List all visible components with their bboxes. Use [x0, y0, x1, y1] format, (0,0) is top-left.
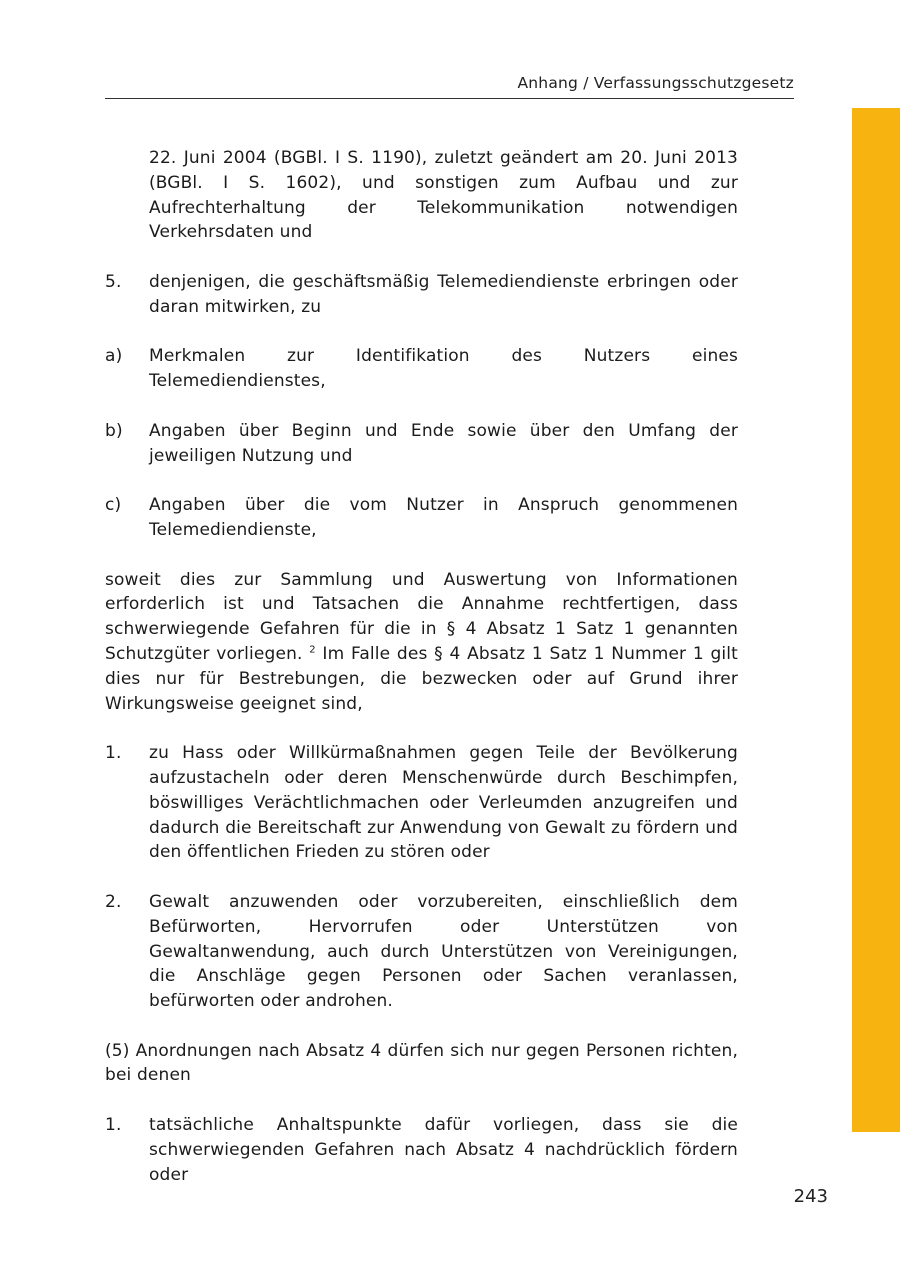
- header-rule: [105, 98, 794, 99]
- list-item-text: Angaben über Beginn und Ende sowie über den Umfang der jeweiligen Nutzung und: [149, 420, 738, 466]
- list-item-b: [105, 419, 738, 469]
- paragraph-soweit: [105, 568, 738, 717]
- list-item-text: tatsächliche Anhaltspunkte dafür vorliegen, dass sie die schwerwiegenden Gefahren nach Absatz 4 nachdrücklich fördern oder: [149, 1115, 738, 1185]
- list-marker: c): [105, 495, 122, 516]
- list-item-a: [105, 344, 738, 394]
- list-item-c: [105, 493, 738, 543]
- list-marker: 1.: [105, 1115, 122, 1136]
- paragraph-text: soweit dies zur Sammlung und Auswertung von Informationen erforderlich ist und Tatsachen die Annahme rechtfertigen, dass schwerwiegende Gefahren für die in § 4 Absatz 1 Satz 1 genannten Schutzgüter vorliegen.: [105, 569, 738, 664]
- page-body: [105, 146, 738, 1187]
- list-item-text: Gewalt anzuwenden oder vorzubereiten, einschließlich dem Befürworten, Hervorrufen oder Unterstützen von Gewaltanwendung, auch durch Unterstützen von Vereinigungen, die Anschläge gegen Personen oder Sachen veranlassen, befürworten oder androhen.: [149, 891, 738, 1012]
- list-item-2: [105, 890, 738, 1014]
- list-item-1-second: [105, 1113, 738, 1187]
- running-header: Anhang / Verfassungsschutzgesetz: [517, 74, 794, 92]
- list-item-text: Merkmalen zur Identifikation des Nutzers eines Telemediendienstes,: [149, 346, 738, 392]
- list-item-1: [105, 741, 738, 865]
- paragraph-text: Im Falle des § 4 Absatz 1 Satz 1 Nummer 1 gilt dies nur für Bestrebungen, die bezwecken oder auf Grund ihrer Wirkungsweise geeignet sind,: [105, 643, 738, 714]
- list-marker: 2.: [105, 891, 122, 912]
- paragraph-absatz-5: (5) Anordnungen nach Absatz 4 dürfen sich nur gegen Personen richten, bei denen: [105, 1040, 738, 1086]
- page-number: 243: [793, 1186, 828, 1207]
- list-marker: b): [105, 420, 123, 441]
- list-item-text: denjenigen, die geschäftsmäßig Telemediendienste erbringen oder daran mitwirken, zu: [149, 271, 738, 317]
- list-item-text: Angaben über die vom Nutzer in Anspruch genommenen Telemediendienste,: [149, 495, 738, 540]
- sentence-number: 2: [309, 644, 316, 656]
- section-thumb-tab: [852, 108, 900, 1132]
- continuation-text: 22. Juni 2004 (BGBl. I S. 1190), zuletzt geändert am 20. Juni 2013 (BGBl. I S. 1602), und sonstigen zum Aufbau und zur Aufrechterhaltung der Telekommunikation notwendigen Verkehrsdaten und: [149, 148, 738, 243]
- list-marker: 5.: [105, 271, 122, 292]
- list-marker: 1.: [105, 743, 122, 764]
- list-marker: a): [105, 346, 123, 367]
- list-item-text: zu Hass oder Willkürmaßnahmen gegen Teile der Bevölkerung aufzustacheln oder deren Menschenwürde durch Beschimpfen, böswilliges Verächtlichmachen oder Verleumden anzugreifen und dadurch die Bereitschaft zur Anwendung von Gewalt zu fördern und den öffentlichen Frieden zu stören oder: [149, 743, 738, 863]
- list-item-5: [105, 270, 738, 320]
